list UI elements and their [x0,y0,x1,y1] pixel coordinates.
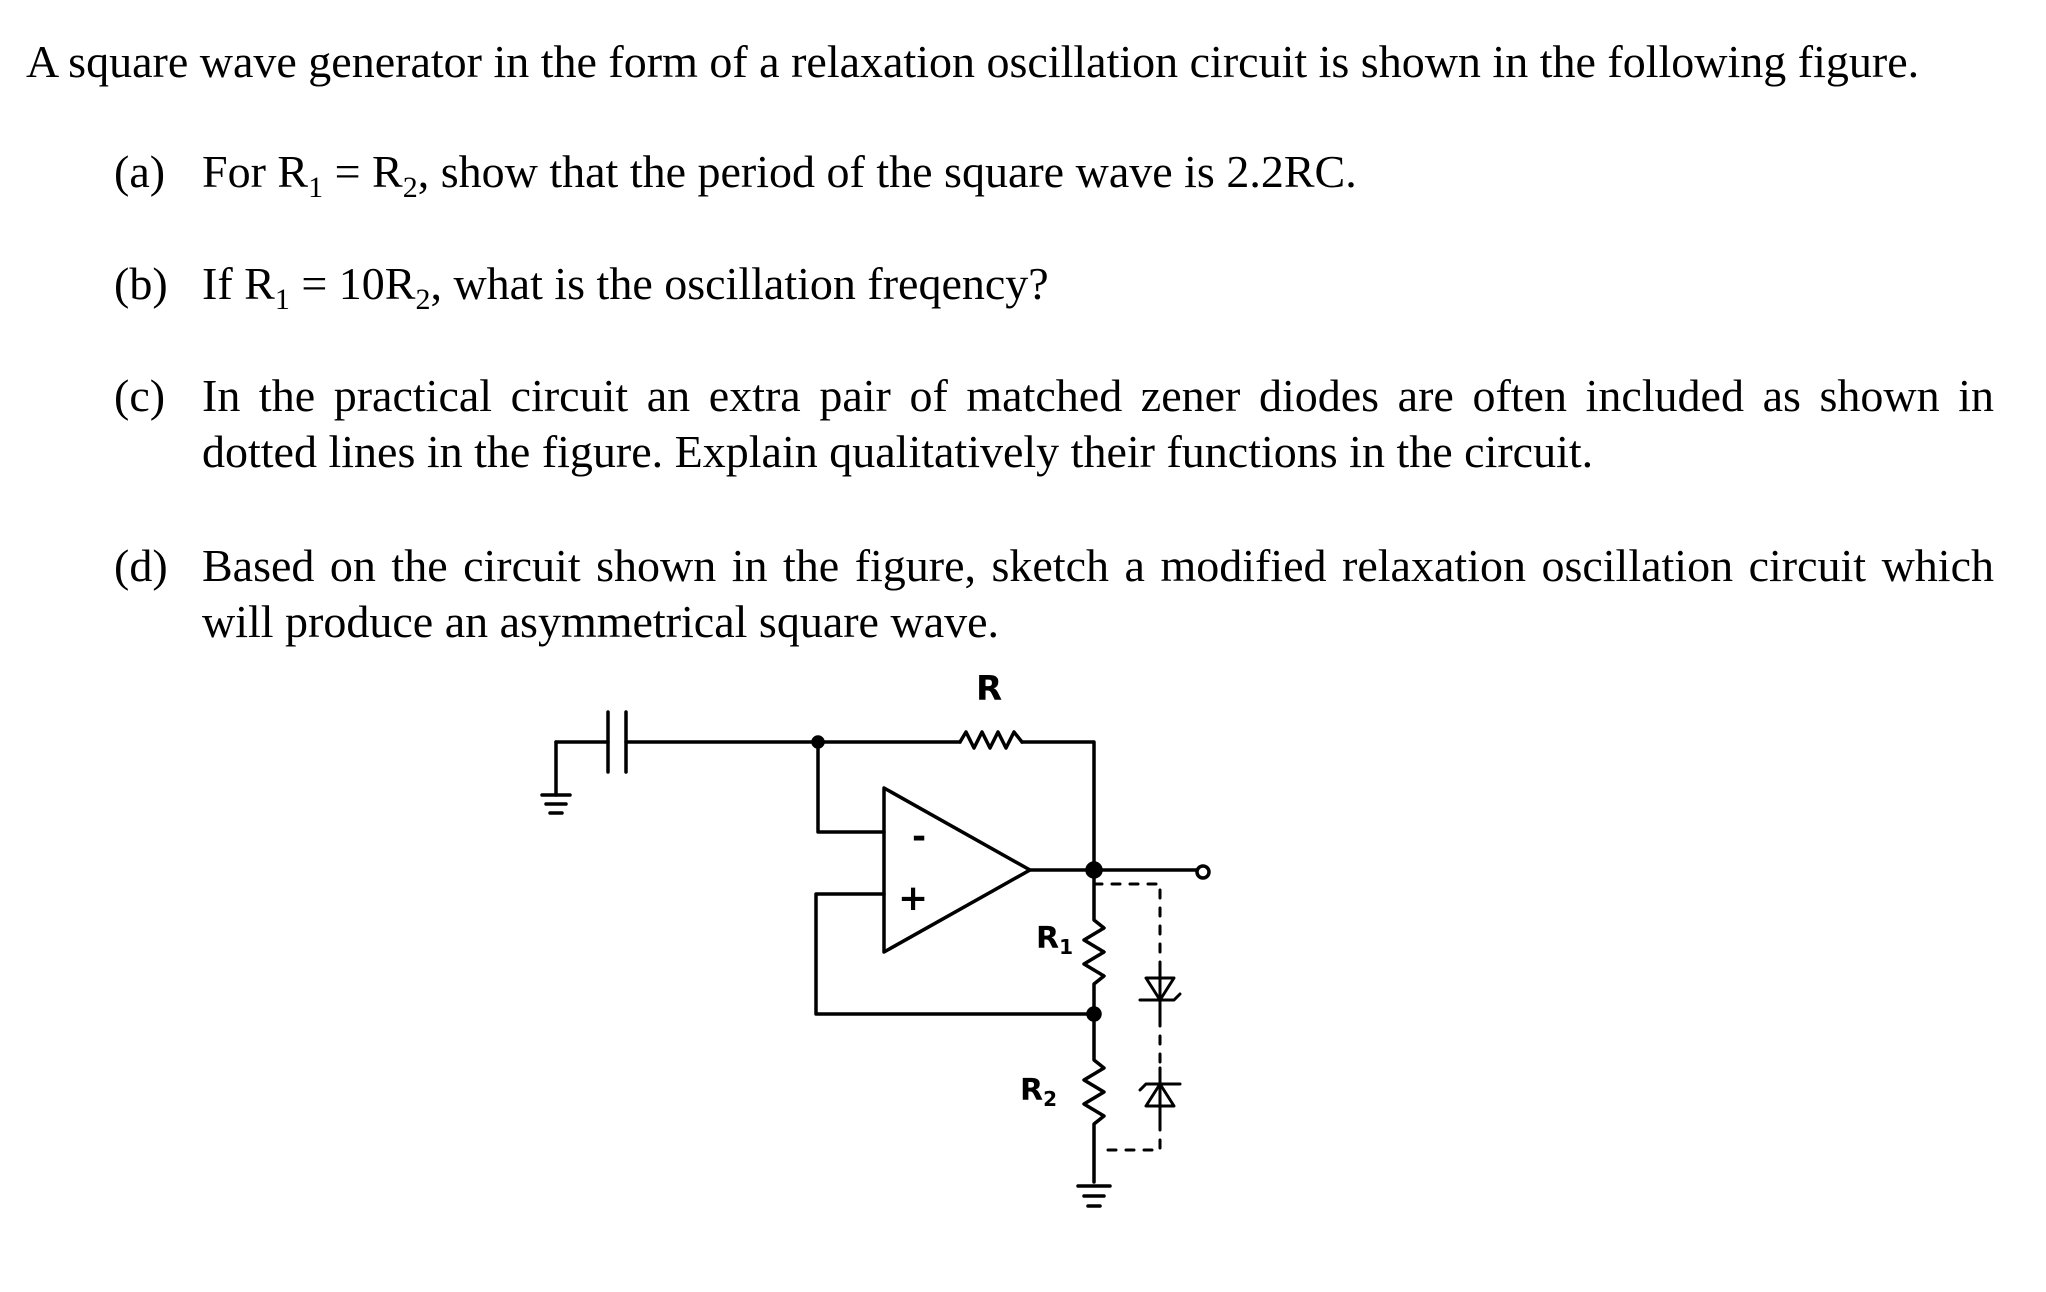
resistor-r1 [1084,870,1104,1014]
opamp-triangle [884,788,1030,952]
question-c-text: In the practical circuit an extra pair of matched zener diodes are often included as shown in dotted lines in the figure. Explain qualitatively their functions in the circuit. [202,370,1994,477]
ground-symbol-bottom [1078,1186,1110,1206]
question-d-text: Based on the circuit shown in the figure, sketch a modified relaxation oscillation circuit which will produce an asymmetrical square wave. [202,540,1994,647]
question-c-label: (c) [114,370,166,421]
label-r1: $R_1$ [1036,921,1074,959]
opamp-plus-label: + [898,878,929,919]
label-r2: $R_2$ [1020,1073,1058,1111]
question-a-text: For $R_1 = R_2$, show that the period of the square wave is 2.2RC. [202,146,1357,204]
label-r: R [976,669,1003,709]
zener-dotted-path [1094,884,1160,1150]
output-terminal [1197,866,1209,878]
opamp-minus-label: - [912,817,927,857]
ground-symbol-left [542,795,570,813]
capacitor-ground-wire [556,742,608,795]
question-b-text: If $R_1 = 10R_2$, what is the oscillation freqency? [202,258,1049,316]
question-a-label: (a) [114,146,166,197]
question-b-label: (b) [114,258,168,309]
inverting-input-wire [818,742,884,832]
zener-diode-lower [1140,1068,1180,1122]
zener-diode-upper [1140,968,1180,1018]
resistor-r2 [1084,1014,1104,1182]
capacitor [608,712,626,772]
resistor-r [960,732,1022,748]
question-d-label: (d) [114,540,168,591]
intro-text: A square wave generator in the form of a relaxation oscillation circuit is shown in the following figure. [26,36,1920,87]
top-right-wire [1022,742,1094,870]
